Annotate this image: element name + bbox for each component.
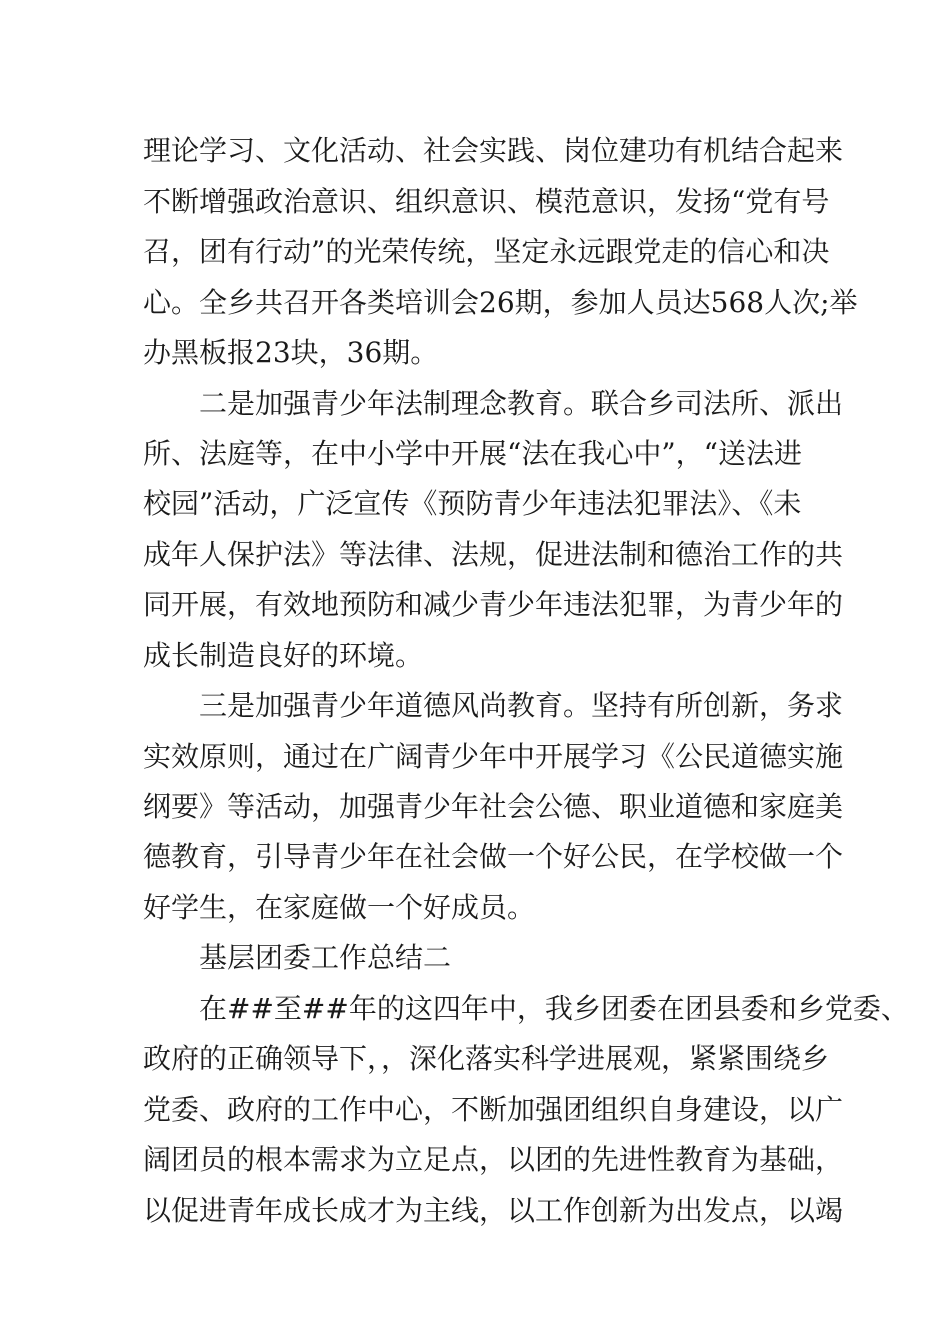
text-line-15: 德教育，引导青少年在社会做一个好公民，在学校做一个 [143,840,844,873]
paragraph-2-line-1: 二是加强青少年法制理念教育。联合乡司法所、派出 [199,387,844,420]
text-line-1: 理论学习、文化活动、社会实践、岗位建功有机结合起来 [143,134,844,167]
text-line-5: 办黑板报23块，36期。 [143,336,439,369]
text-line-16: 好学生，在家庭做一个好成员。 [143,891,536,924]
text-line-7: 所、法庭等，在中小学中开展“法在我心中”，“送法进 [143,437,802,470]
text-line-4: 心。全乡共召开各类培训会26期，参加人员达568人次;举 [143,286,858,319]
text-line-21: 阔团员的根本需求为立足点，以团的先进性教育为基础， [143,1143,844,1176]
text-line-2: 不断增强政治意识、组织意识、模范意识，发扬“党有号 [143,185,830,218]
paragraph-3-line-1: 三是加强青少年道德风尚教育。坚持有所创新，务求 [199,689,844,722]
text-line-9: 成年人保护法》等法律、法规，促进法制和德治工作的共 [143,538,844,571]
text-line-3: 召，团有行动”的光荣传统，坚定永远跟党走的信心和决 [143,235,830,268]
text-line-14: 纲要》等活动，加强青少年社会公德、职业道德和家庭美 [143,790,844,823]
text-line-11: 成长制造良好的环境。 [143,639,424,672]
text-line-13: 实效原则，通过在广阔青少年中开展学习《公民道德实施 [143,740,844,773]
text-line-10: 同开展，有效地预防和减少青少年违法犯罪，为青少年的 [143,588,844,621]
text-line-8: 校园”活动，广泛宣传《预防青少年违法犯罪法》、《未 [143,487,802,520]
text-line-19: 政府的正确领导下，，深化落实科学进展观，紧紧围绕乡 [143,1042,830,1075]
paragraph-4-line-1: 在##至##年的这四年中，我乡团委在团县委和乡党委、 [199,992,909,1025]
text-line-22: 以促进青年成长成才为主线，以工作创新为出发点，以竭 [143,1194,844,1227]
section-heading: 基层团委工作总结二 [199,941,452,974]
text-line-20: 党委、政府的工作中心，不断加强团组织自身建设，以广 [143,1093,844,1126]
